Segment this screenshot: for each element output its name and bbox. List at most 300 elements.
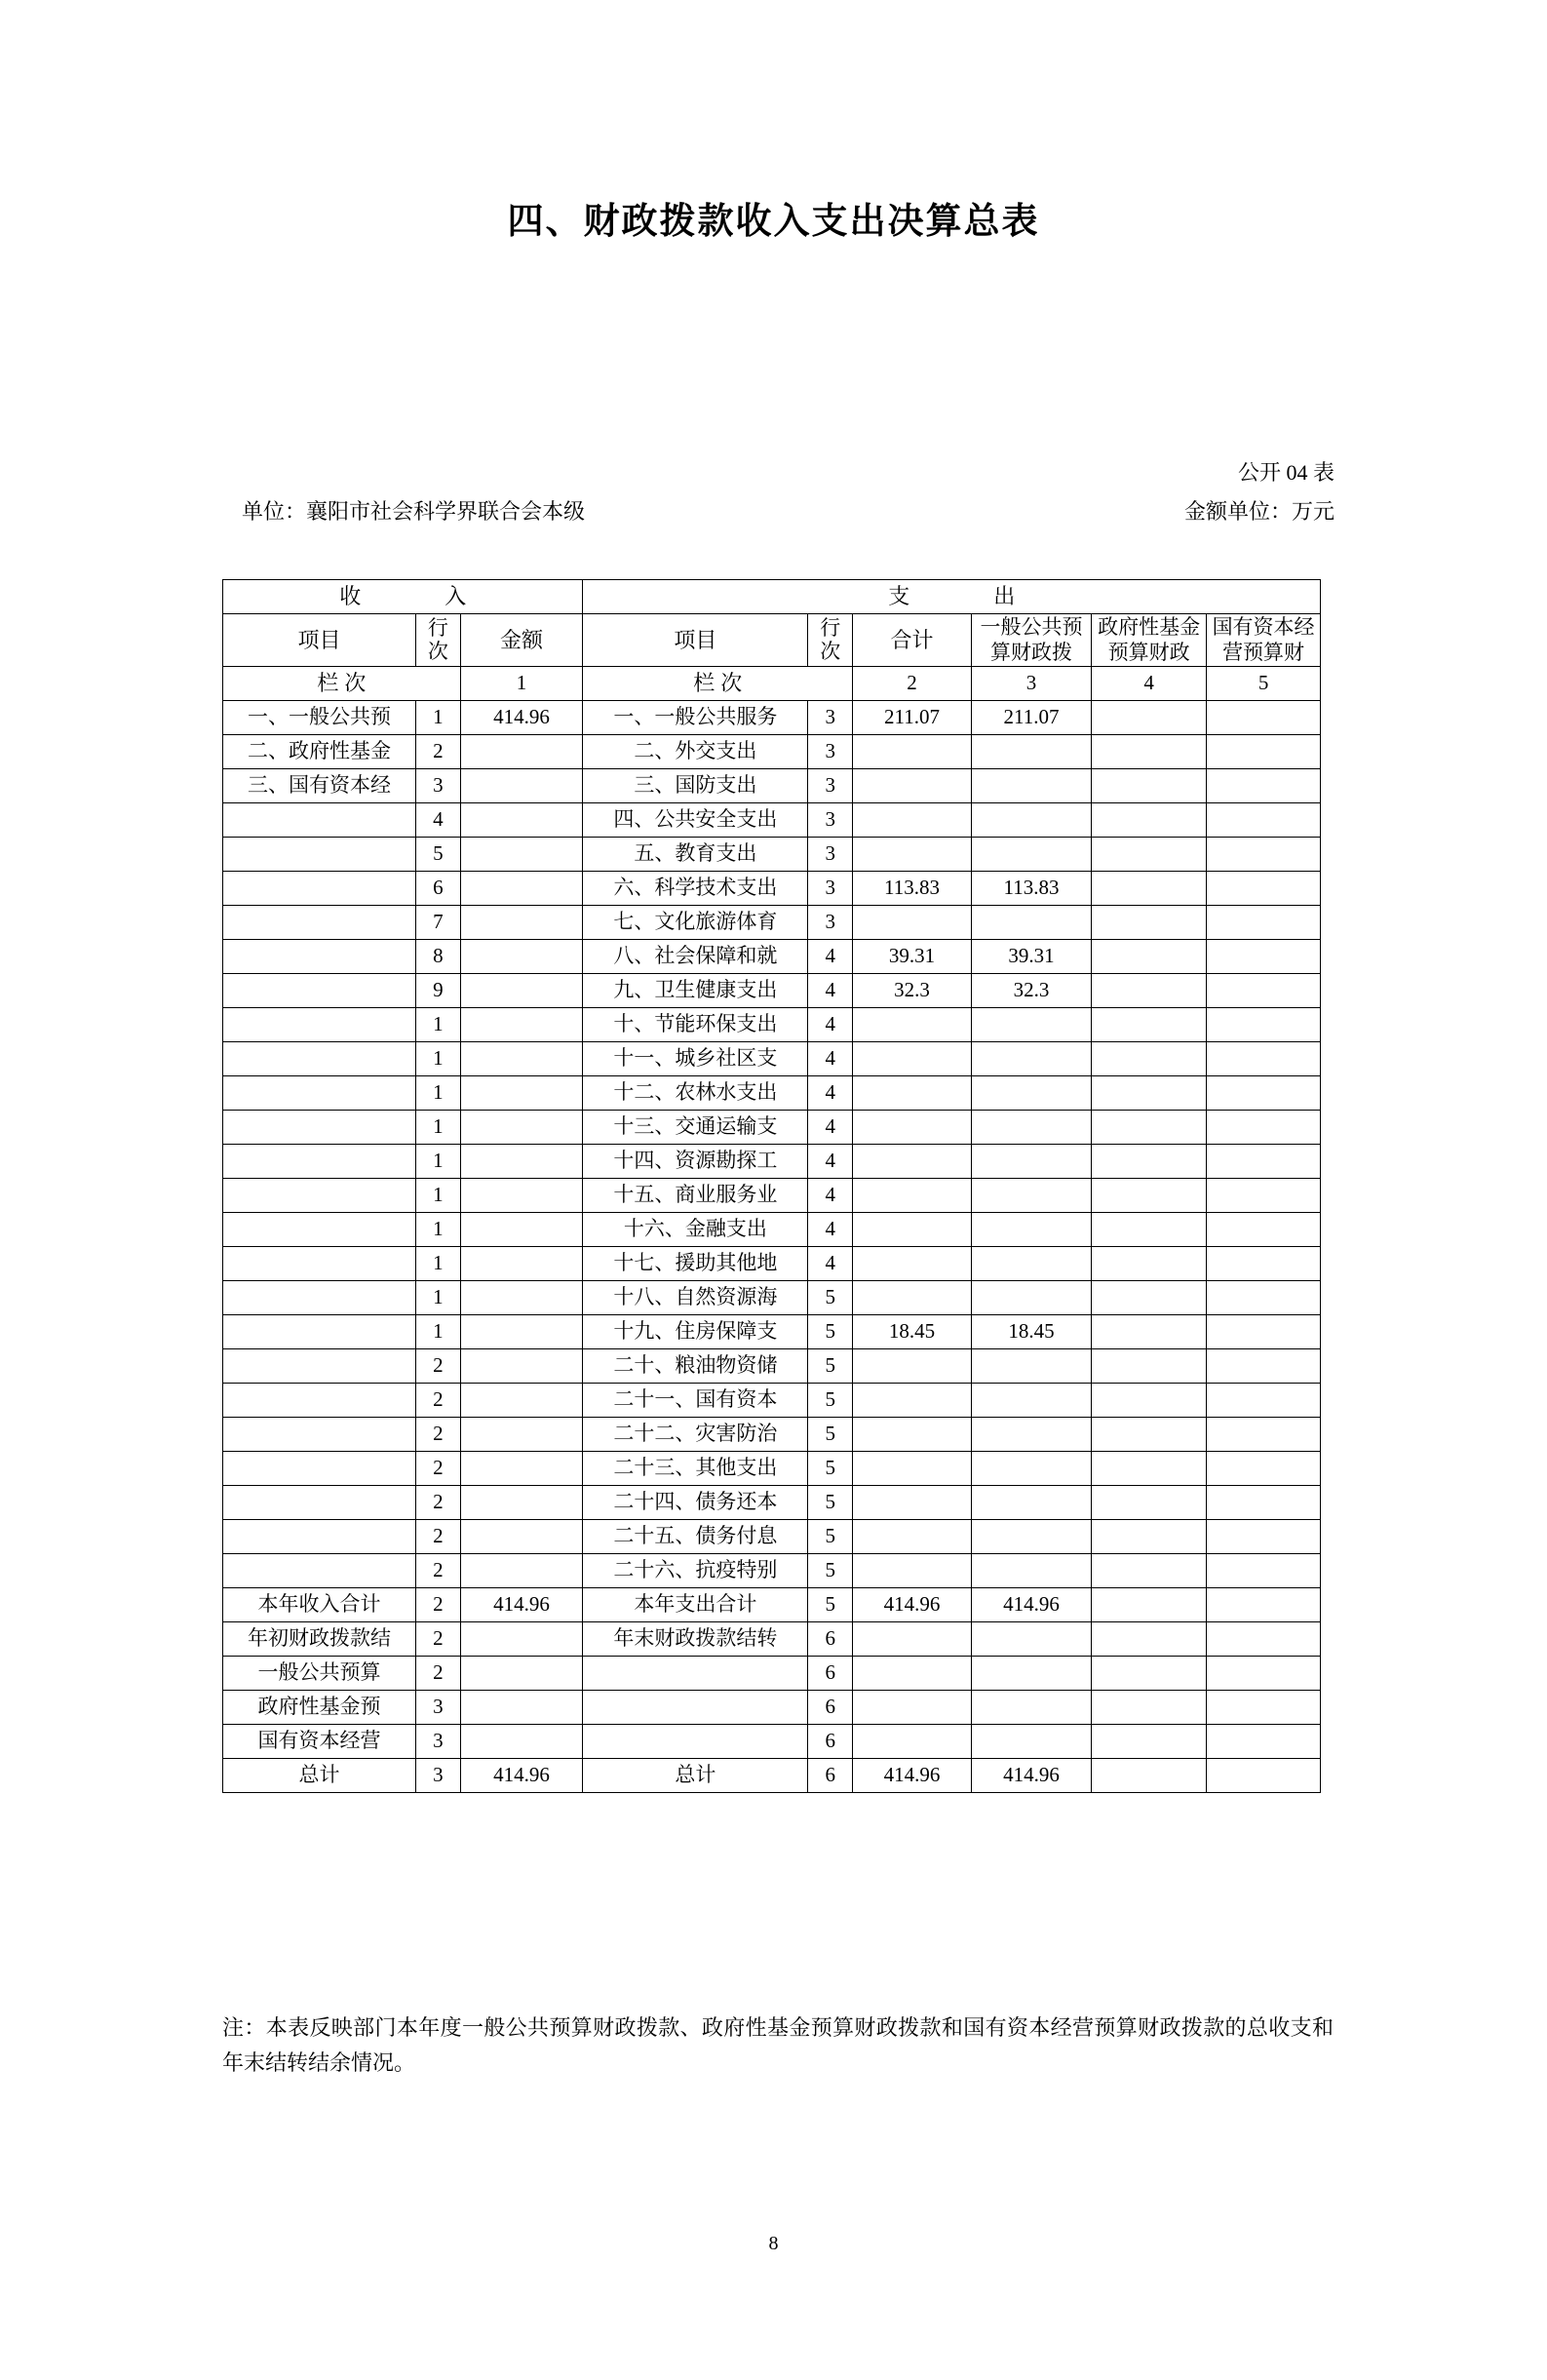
- cell-gov-fund: [1092, 1348, 1207, 1383]
- column-number-4: 4: [1092, 666, 1207, 700]
- cell-income-row: 2: [416, 1656, 461, 1690]
- cell-income-amount: [460, 1451, 583, 1485]
- cell-expense-row: 6: [808, 1690, 853, 1724]
- cell-gov-fund: [1092, 1724, 1207, 1758]
- cell-expense-item: 十九、住房保障支: [583, 1314, 808, 1348]
- cell-gov-fund: [1092, 1280, 1207, 1314]
- cell-expense-item: 四、公共安全支出: [583, 802, 808, 837]
- table-row: [223, 1212, 1321, 1246]
- cell-gov-fund: [1092, 939, 1207, 973]
- cell-state-capital: [1207, 1553, 1321, 1587]
- cell-total: [853, 1041, 972, 1075]
- cell-expense-item: [583, 1656, 808, 1690]
- cell-income-item: [223, 1246, 416, 1280]
- cell-expense-item: 十、节能环保支出: [583, 1007, 808, 1041]
- header-income-amount: 金额: [460, 614, 583, 667]
- cell-state-capital: [1207, 1587, 1321, 1621]
- cell-income-item: [223, 1007, 416, 1041]
- cell-general-public: 414.96: [971, 1758, 1091, 1792]
- table-summary-row: [223, 1656, 1321, 1690]
- cell-gov-fund: [1092, 1451, 1207, 1485]
- cell-state-capital: [1207, 1075, 1321, 1110]
- cell-expense-row: 3: [808, 734, 853, 768]
- cell-income-row: 2: [416, 1485, 461, 1519]
- cell-total: 18.45: [853, 1314, 972, 1348]
- cell-general-public: [971, 1110, 1091, 1144]
- header-income-item: 项目: [223, 614, 416, 667]
- cell-general-public: [971, 1724, 1091, 1758]
- cell-expense-item: 二、外交支出: [583, 734, 808, 768]
- cell-income-item: 本年收入合计: [223, 1587, 416, 1621]
- cell-income-row: 2: [416, 1417, 461, 1451]
- budget-table: [222, 579, 1321, 1793]
- cell-income-item: 国有资本经营: [223, 1724, 416, 1758]
- cell-state-capital: [1207, 1656, 1321, 1690]
- table-summary-row: [223, 1690, 1321, 1724]
- cell-state-capital: [1207, 1178, 1321, 1212]
- cell-income-amount: [460, 1553, 583, 1587]
- cell-expense-item: 五、教育支出: [583, 837, 808, 871]
- header-expense-row-text: 行次: [820, 616, 841, 664]
- cell-gov-fund: [1092, 1041, 1207, 1075]
- cell-income-row: 2: [416, 1621, 461, 1656]
- cell-expense-item: 十五、商业服务业: [583, 1178, 808, 1212]
- cell-income-row: 2: [416, 734, 461, 768]
- cell-expense-row: 4: [808, 1007, 853, 1041]
- table-row: [223, 1451, 1321, 1485]
- cell-expense-row: 5: [808, 1280, 853, 1314]
- table-row: [223, 1314, 1321, 1348]
- cell-general-public: [971, 734, 1091, 768]
- cell-expense-row: 5: [808, 1383, 853, 1417]
- cell-gov-fund: [1092, 1553, 1207, 1587]
- cell-income-row: 1: [416, 700, 461, 734]
- cell-expense-item: [583, 1690, 808, 1724]
- cell-expense-row: 4: [808, 1144, 853, 1178]
- cell-gov-fund: [1092, 1417, 1207, 1451]
- cell-total: [853, 1553, 972, 1587]
- cell-general-public: [971, 837, 1091, 871]
- table-row: [223, 1485, 1321, 1519]
- cell-gov-fund: [1092, 973, 1207, 1007]
- cell-income-amount: [460, 734, 583, 768]
- cell-state-capital: [1207, 1724, 1321, 1758]
- cell-expense-item: [583, 1724, 808, 1758]
- cell-general-public: [971, 1656, 1091, 1690]
- table-row: [223, 1383, 1321, 1417]
- cell-income-item: 三、国有资本经: [223, 768, 416, 802]
- cell-income-item: [223, 905, 416, 939]
- cell-expense-row: 4: [808, 1246, 853, 1280]
- cell-general-public: [971, 1690, 1091, 1724]
- amount-unit-label: 金额单位：万元: [1183, 499, 1334, 524]
- cell-total: [853, 734, 972, 768]
- cell-income-item: [223, 1451, 416, 1485]
- cell-gov-fund: [1092, 1212, 1207, 1246]
- cell-expense-row: 5: [808, 1485, 853, 1519]
- cell-income-row: 1: [416, 1110, 461, 1144]
- cell-general-public: 18.45: [971, 1314, 1091, 1348]
- cell-total: [853, 1451, 972, 1485]
- cell-general-public: [971, 1553, 1091, 1587]
- cell-income-row: 2: [416, 1519, 461, 1553]
- cell-expense-row: 5: [808, 1553, 853, 1587]
- cell-state-capital: [1207, 734, 1321, 768]
- cell-income-amount: [460, 973, 583, 1007]
- cell-state-capital: [1207, 1451, 1321, 1485]
- page-title: 四、财政拨款收入支出决算总表: [507, 201, 1040, 241]
- cell-general-public: [971, 802, 1091, 837]
- cell-state-capital: [1207, 802, 1321, 837]
- cell-income-row: 1: [416, 1007, 461, 1041]
- cell-state-capital: [1207, 973, 1321, 1007]
- cell-expense-item: 十七、援助其他地: [583, 1246, 808, 1280]
- cell-general-public: [971, 1144, 1091, 1178]
- cell-income-item: 二、政府性基金: [223, 734, 416, 768]
- cell-expense-row: 3: [808, 905, 853, 939]
- cell-expense-row: 5: [808, 1587, 853, 1621]
- cell-income-item: [223, 1144, 416, 1178]
- cell-total: [853, 1178, 972, 1212]
- table-row: [223, 734, 1321, 768]
- column-label-expense: 栏次: [583, 666, 853, 700]
- cell-income-item: [223, 939, 416, 973]
- cell-gov-fund: [1092, 1621, 1207, 1656]
- cell-general-public: [971, 1280, 1091, 1314]
- cell-income-amount: [460, 1110, 583, 1144]
- table-row: [223, 905, 1321, 939]
- cell-income-row: 7: [416, 905, 461, 939]
- cell-income-row: 1: [416, 1246, 461, 1280]
- cell-income-amount: [460, 1485, 583, 1519]
- cell-income-item: 一、一般公共预: [223, 700, 416, 734]
- cell-total: [853, 1144, 972, 1178]
- cell-income-item: [223, 1485, 416, 1519]
- group-header-expense: 支 出: [583, 580, 1321, 614]
- cell-expense-item: 七、文化旅游体育: [583, 905, 808, 939]
- cell-state-capital: [1207, 1758, 1321, 1792]
- cell-income-row: 1: [416, 1075, 461, 1110]
- table-row: [223, 1178, 1321, 1212]
- cell-total: [853, 1621, 972, 1656]
- cell-total: [853, 802, 972, 837]
- cell-income-amount: [460, 1041, 583, 1075]
- cell-total: [853, 1383, 972, 1417]
- cell-income-amount: [460, 1383, 583, 1417]
- cell-expense-item: 十八、自然资源海: [583, 1280, 808, 1314]
- cell-expense-row: 4: [808, 1212, 853, 1246]
- cell-general-public: 32.3: [971, 973, 1091, 1007]
- cell-total: [853, 1007, 972, 1041]
- cell-general-public: [971, 1348, 1091, 1383]
- cell-income-item: [223, 973, 416, 1007]
- cell-general-public: [971, 1485, 1091, 1519]
- cell-income-row: 4: [416, 802, 461, 837]
- cell-income-row: 1: [416, 1178, 461, 1212]
- unit-label: 单位：襄阳市社会科学界联合会本级: [242, 499, 586, 524]
- cell-income-item: [223, 1417, 416, 1451]
- table-note: 注：本表反映部门本年度一般公共预算财政拨款、政府性基金预算财政拨款和国有资本经营预算财政拨款的总收支和年末结转结余情况。: [222, 2015, 1334, 2075]
- cell-total: 113.83: [853, 871, 972, 905]
- cell-income-item: [223, 1348, 416, 1383]
- cell-gov-fund: [1092, 1246, 1207, 1280]
- cell-income-row: 3: [416, 1758, 461, 1792]
- cell-income-amount: [460, 1724, 583, 1758]
- table-column-header-row: [223, 614, 1321, 667]
- table-group-header-row: [223, 580, 1321, 614]
- cell-expense-row: 5: [808, 1348, 853, 1383]
- cell-state-capital: [1207, 939, 1321, 973]
- table-row: [223, 1246, 1321, 1280]
- cell-income-row: 2: [416, 1553, 461, 1587]
- table-row: [223, 1007, 1321, 1041]
- cell-income-amount: [460, 1280, 583, 1314]
- cell-income-row: 8: [416, 939, 461, 973]
- cell-income-row: 3: [416, 1724, 461, 1758]
- table-summary-row: [223, 1621, 1321, 1656]
- cell-income-amount: [460, 1075, 583, 1110]
- cell-state-capital: [1207, 1314, 1321, 1348]
- cell-state-capital: [1207, 1144, 1321, 1178]
- cell-expense-row: 6: [808, 1758, 853, 1792]
- table-total: [223, 1758, 1321, 1792]
- cell-state-capital: [1207, 871, 1321, 905]
- cell-general-public: [971, 1519, 1091, 1553]
- cell-general-public: 113.83: [971, 871, 1091, 905]
- cell-expense-row: 5: [808, 1519, 853, 1553]
- cell-income-row: 1: [416, 1144, 461, 1178]
- cell-state-capital: [1207, 1485, 1321, 1519]
- cell-gov-fund: [1092, 700, 1207, 734]
- cell-general-public: [971, 1178, 1091, 1212]
- cell-expense-item: 二十五、债务付息: [583, 1519, 808, 1553]
- cell-state-capital: [1207, 1041, 1321, 1075]
- cell-income-item: 总计: [223, 1758, 416, 1792]
- cell-state-capital: [1207, 837, 1321, 871]
- cell-income-row: 1: [416, 1212, 461, 1246]
- cell-expense-item: 十三、交通运输支: [583, 1110, 808, 1144]
- cell-total: 414.96: [853, 1758, 972, 1792]
- cell-income-amount: [460, 802, 583, 837]
- cell-state-capital: [1207, 1519, 1321, 1553]
- cell-total: [853, 1212, 972, 1246]
- cell-income-row: 5: [416, 837, 461, 871]
- cell-income-item: [223, 1110, 416, 1144]
- cell-general-public: [971, 1075, 1091, 1110]
- cell-expense-row: 6: [808, 1621, 853, 1656]
- cell-income-row: 6: [416, 871, 461, 905]
- cell-income-amount: [460, 1519, 583, 1553]
- cell-income-item: [223, 1178, 416, 1212]
- cell-state-capital: [1207, 1417, 1321, 1451]
- table-row: [223, 802, 1321, 837]
- cell-state-capital: [1207, 1280, 1321, 1314]
- cell-gov-fund: [1092, 1314, 1207, 1348]
- cell-state-capital: [1207, 1212, 1321, 1246]
- cell-total: [853, 1280, 972, 1314]
- table-row: [223, 837, 1321, 871]
- cell-income-amount: [460, 1212, 583, 1246]
- cell-general-public: [971, 1041, 1091, 1075]
- cell-expense-item: 八、社会保障和就: [583, 939, 808, 973]
- cell-gov-fund: [1092, 1485, 1207, 1519]
- cell-income-item: 政府性基金预: [223, 1690, 416, 1724]
- cell-expense-item: 二十四、债务还本: [583, 1485, 808, 1519]
- cell-income-amount: [460, 939, 583, 973]
- table-summary: [223, 1587, 1321, 1758]
- cell-expense-row: 3: [808, 802, 853, 837]
- cell-expense-row: 3: [808, 871, 853, 905]
- cell-expense-item: 三、国防支出: [583, 768, 808, 802]
- cell-expense-row: 4: [808, 1075, 853, 1110]
- cell-income-row: 1: [416, 1314, 461, 1348]
- cell-income-item: [223, 1383, 416, 1417]
- column-number-5: 5: [1207, 666, 1321, 700]
- cell-income-amount: 414.96: [460, 1758, 583, 1792]
- cell-income-row: 2: [416, 1451, 461, 1485]
- cell-income-item: [223, 871, 416, 905]
- table-total-row: [223, 1758, 1321, 1792]
- cell-total: 414.96: [853, 1587, 972, 1621]
- cell-state-capital: [1207, 1690, 1321, 1724]
- cell-expense-item: 总计: [583, 1758, 808, 1792]
- cell-expense-item: 二十三、其他支出: [583, 1451, 808, 1485]
- cell-total: [853, 1348, 972, 1383]
- cell-state-capital: [1207, 1007, 1321, 1041]
- table-row: [223, 1553, 1321, 1587]
- cell-general-public: [971, 1451, 1091, 1485]
- cell-gov-fund: [1092, 1690, 1207, 1724]
- table-row: [223, 1144, 1321, 1178]
- cell-general-public: [971, 1383, 1091, 1417]
- cell-total: 211.07: [853, 700, 972, 734]
- cell-state-capital: [1207, 1110, 1321, 1144]
- cell-total: [853, 1246, 972, 1280]
- cell-total: [853, 1724, 972, 1758]
- cell-general-public: [971, 1417, 1091, 1451]
- cell-expense-row: 4: [808, 1178, 853, 1212]
- cell-general-public: 39.31: [971, 939, 1091, 973]
- cell-expense-item: 一、一般公共服务: [583, 700, 808, 734]
- cell-state-capital: [1207, 905, 1321, 939]
- cell-expense-row: 3: [808, 700, 853, 734]
- table-row: [223, 871, 1321, 905]
- cell-income-amount: [460, 1314, 583, 1348]
- cell-income-amount: [460, 768, 583, 802]
- cell-expense-row: 5: [808, 1451, 853, 1485]
- column-number-3: 3: [971, 666, 1091, 700]
- cell-gov-fund: [1092, 1144, 1207, 1178]
- cell-gov-fund: [1092, 1758, 1207, 1792]
- cell-state-capital: [1207, 1348, 1321, 1383]
- cell-expense-row: 5: [808, 1417, 853, 1451]
- cell-expense-item: 二十、粮油物资储: [583, 1348, 808, 1383]
- cell-income-item: [223, 1280, 416, 1314]
- cell-state-capital: [1207, 700, 1321, 734]
- column-label-income: 栏次: [223, 666, 461, 700]
- cell-income-item: [223, 802, 416, 837]
- cell-state-capital: [1207, 1621, 1321, 1656]
- cell-income-row: 3: [416, 768, 461, 802]
- cell-expense-row: 4: [808, 1041, 853, 1075]
- table-row: [223, 939, 1321, 973]
- cell-total: [853, 1690, 972, 1724]
- table-row: [223, 1110, 1321, 1144]
- cell-income-row: 2: [416, 1383, 461, 1417]
- cell-expense-row: 4: [808, 939, 853, 973]
- column-number-2: 2: [853, 666, 972, 700]
- cell-income-amount: [460, 1348, 583, 1383]
- cell-total: [853, 1485, 972, 1519]
- cell-total: [853, 1417, 972, 1451]
- cell-total: 39.31: [853, 939, 972, 973]
- cell-total: [853, 1075, 972, 1110]
- meta-row: [0, 495, 1547, 564]
- cell-general-public: 211.07: [971, 700, 1091, 734]
- cell-income-row: 1: [416, 1280, 461, 1314]
- cell-income-item: [223, 1212, 416, 1246]
- cell-gov-fund: [1092, 1075, 1207, 1110]
- cell-income-row: 3: [416, 1690, 461, 1724]
- cell-income-amount: [460, 905, 583, 939]
- table-row: [223, 700, 1321, 734]
- cell-gov-fund: [1092, 1587, 1207, 1621]
- cell-income-amount: 414.96: [460, 1587, 583, 1621]
- table-row: [223, 1041, 1321, 1075]
- cell-total: [853, 1656, 972, 1690]
- form-number: 公开 04 表: [1237, 460, 1334, 485]
- cell-total: [853, 1519, 972, 1553]
- cell-expense-item: 十六、金融支出: [583, 1212, 808, 1246]
- cell-general-public: [971, 905, 1091, 939]
- cell-expense-item: 二十一、国有资本: [583, 1383, 808, 1417]
- header-expense-item: 项目: [583, 614, 808, 667]
- table-row: [223, 1417, 1321, 1451]
- cell-gov-fund: [1092, 1383, 1207, 1417]
- cell-expense-row: 6: [808, 1724, 853, 1758]
- table-summary-row: [223, 1724, 1321, 1758]
- cell-expense-item: 二十六、抗疫特别: [583, 1553, 808, 1587]
- cell-expense-row: 4: [808, 1110, 853, 1144]
- cell-expense-row: 4: [808, 973, 853, 1007]
- cell-income-amount: [460, 1621, 583, 1656]
- cell-income-amount: [460, 837, 583, 871]
- cell-state-capital: [1207, 768, 1321, 802]
- cell-expense-row: 3: [808, 837, 853, 871]
- table-row: [223, 1348, 1321, 1383]
- cell-gov-fund: [1092, 1519, 1207, 1553]
- table-row: [223, 973, 1321, 1007]
- cell-income-row: 9: [416, 973, 461, 1007]
- cell-general-public: 414.96: [971, 1587, 1091, 1621]
- cell-income-amount: 414.96: [460, 700, 583, 734]
- column-number-1: 1: [460, 666, 583, 700]
- header-general-public: 一般公共预算财政拨: [971, 614, 1091, 667]
- cell-general-public: [971, 768, 1091, 802]
- cell-expense-item: 六、科学技术支出: [583, 871, 808, 905]
- cell-income-amount: [460, 1178, 583, 1212]
- cell-gov-fund: [1092, 871, 1207, 905]
- cell-income-amount: [460, 871, 583, 905]
- cell-expense-row: 6: [808, 1656, 853, 1690]
- cell-total: [853, 1110, 972, 1144]
- cell-expense-item: 本年支出合计: [583, 1587, 808, 1621]
- header-income-row-text: 行次: [427, 616, 448, 664]
- cell-income-amount: [460, 1007, 583, 1041]
- table-row: [223, 1280, 1321, 1314]
- cell-income-amount: [460, 1246, 583, 1280]
- document-page: [0, 191, 1547, 2380]
